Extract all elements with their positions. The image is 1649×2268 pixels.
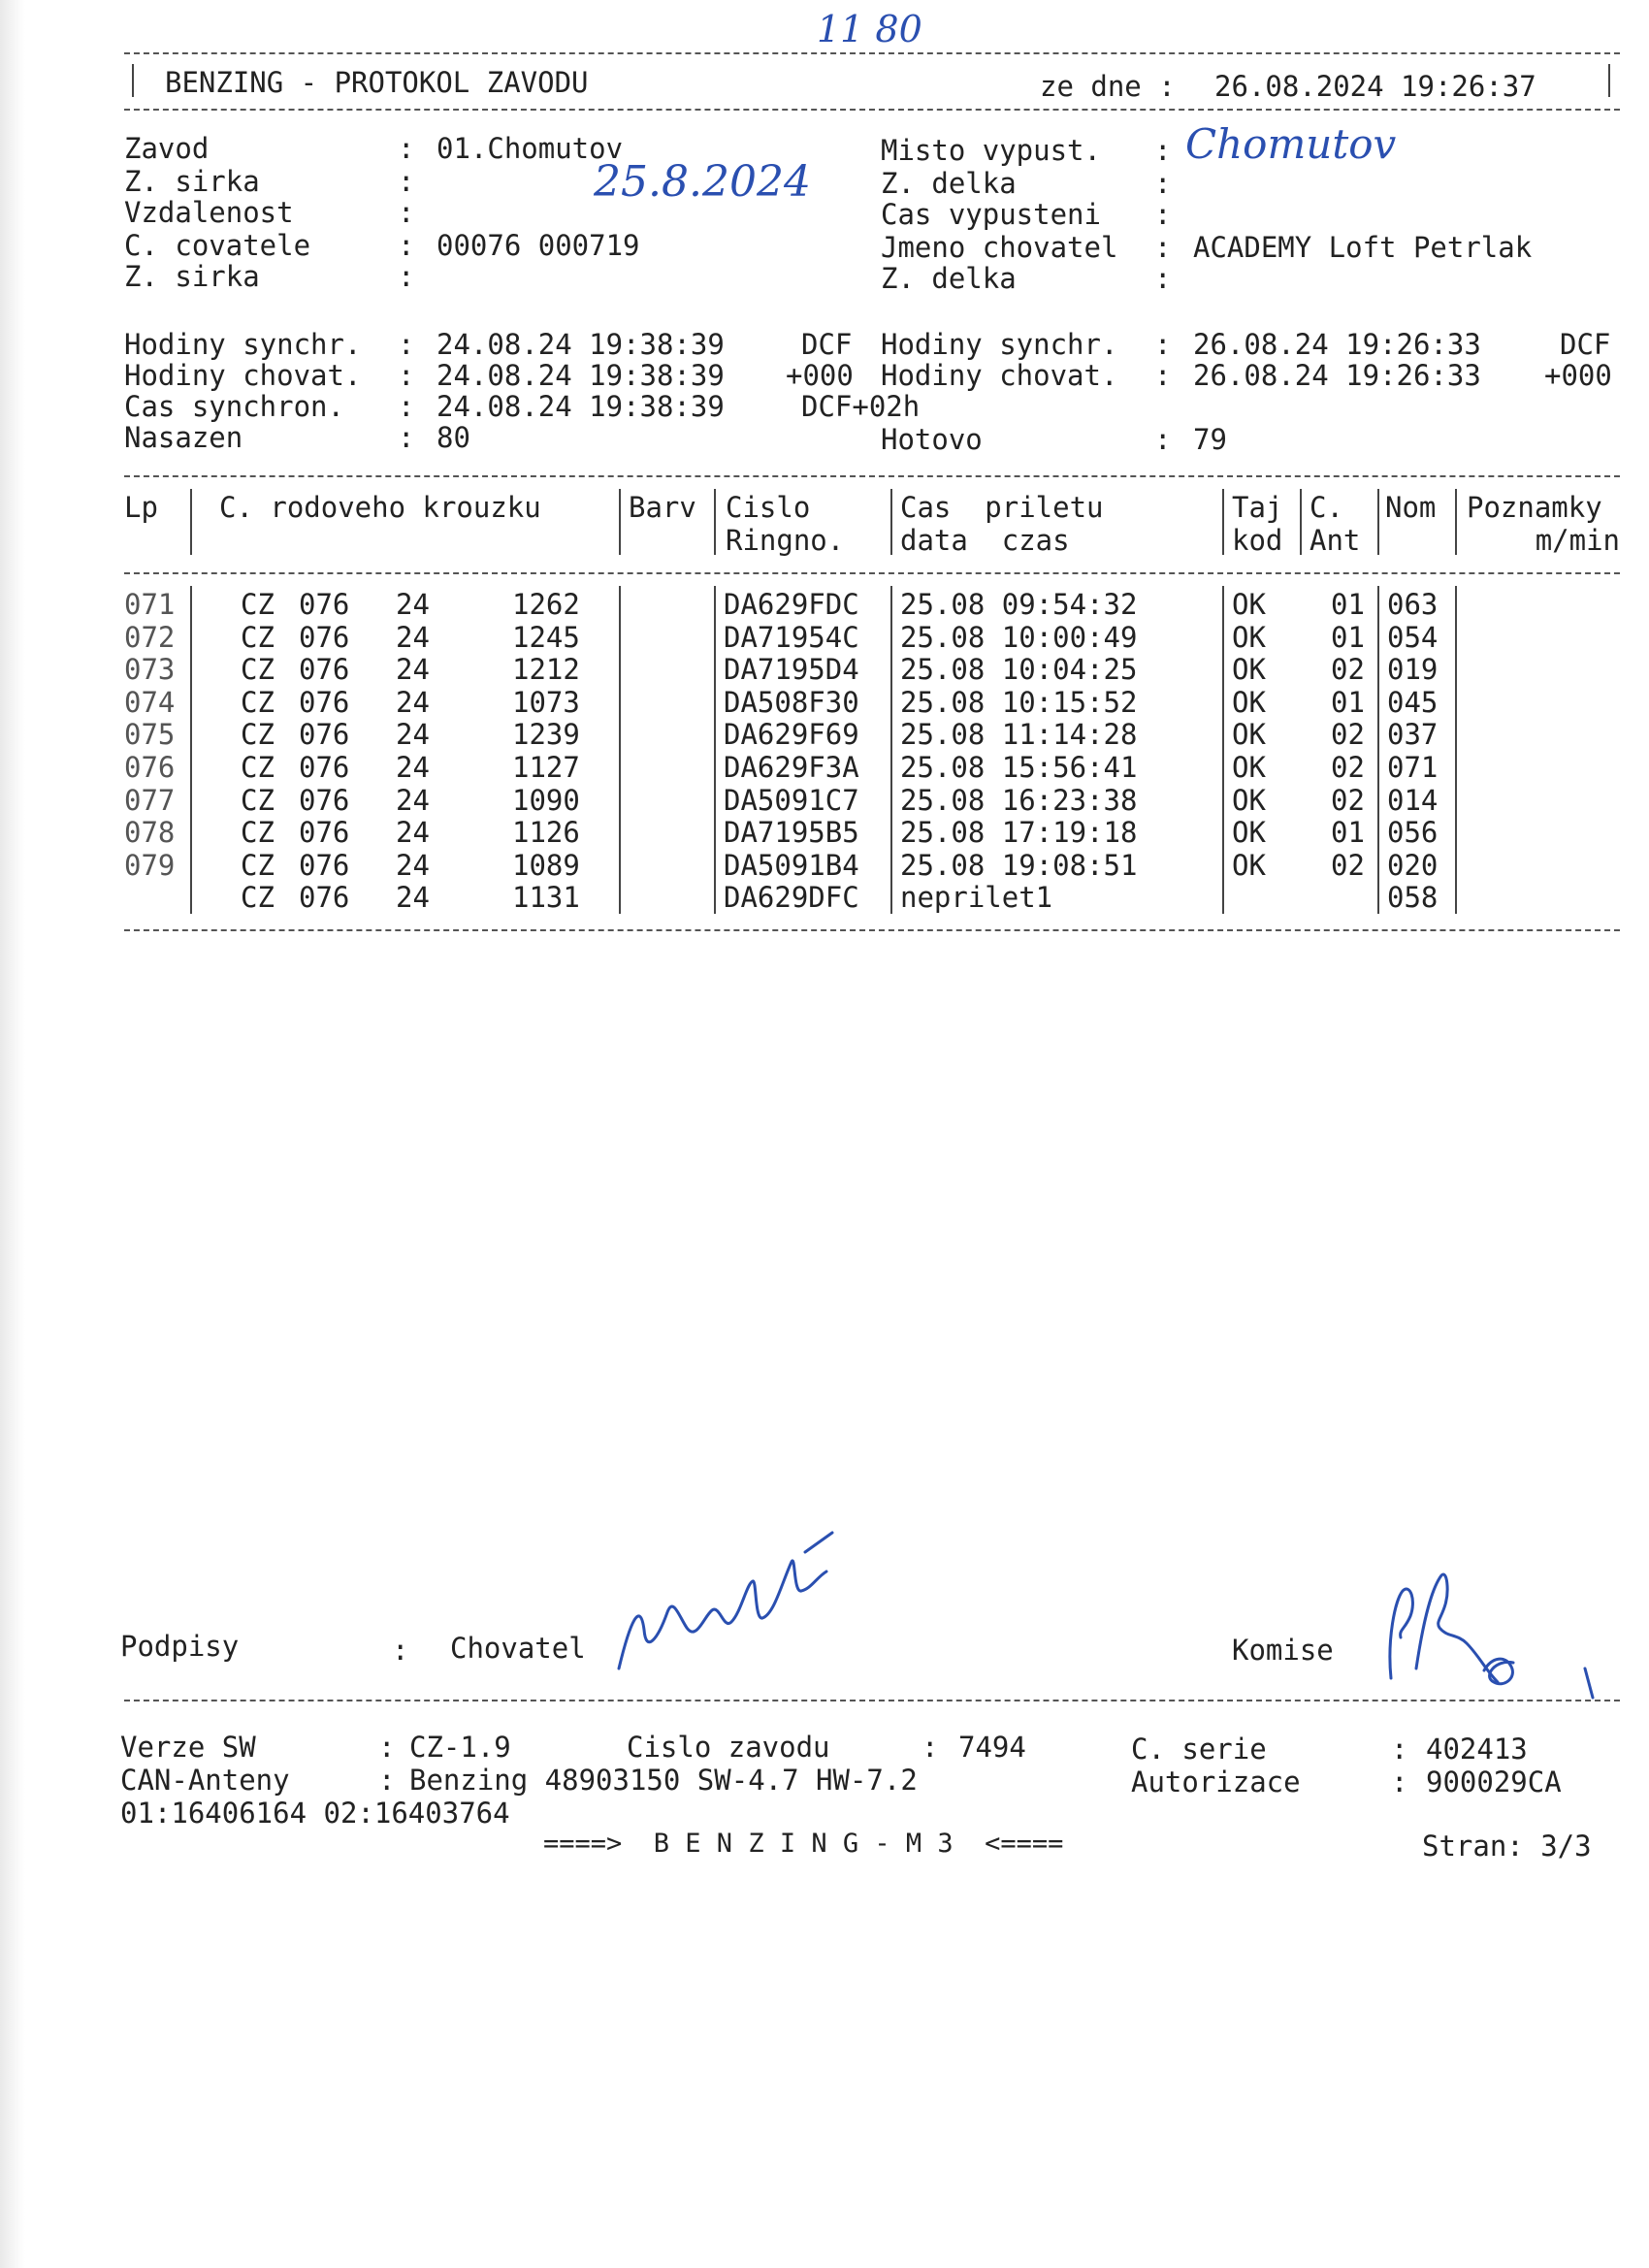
row-arrival: 25.08 10:04:25 [900, 653, 1138, 686]
row-code: OK [1232, 849, 1266, 882]
row-chip: DA7195B5 [724, 816, 859, 849]
footer-colon: : [378, 1731, 396, 1764]
row-nom: 045 [1387, 686, 1439, 719]
row-country: CZ [241, 751, 275, 784]
footer-colon: : [1391, 1766, 1408, 1798]
header-poznamky: Poznamky [1467, 491, 1602, 524]
breeder-signature [611, 1523, 844, 1678]
row-nom: 071 [1387, 751, 1439, 784]
row-year: 24 [396, 816, 430, 849]
header-separator [1455, 489, 1457, 555]
auth-label: Autorizace [1131, 1766, 1301, 1798]
sw-version-label: Verze SW [120, 1731, 256, 1764]
header-ring: C. rodoveho krouzku [219, 491, 541, 524]
row-year: 24 [396, 621, 430, 654]
row-arrival: 25.08 19:08:51 [900, 849, 1138, 882]
row-antenna: 01 [1331, 686, 1365, 719]
row-antenna: 01 [1331, 816, 1365, 849]
row-chip: DA629DFC [724, 881, 859, 914]
row-chip: DA5091B4 [724, 849, 859, 882]
row-antenna: 01 [1331, 621, 1365, 654]
antenna-label: CAN-Anteny [120, 1764, 290, 1797]
header-cas: Cas priletu [900, 491, 1104, 524]
row-ring-number: 1131 [512, 881, 580, 914]
row-year: 24 [396, 718, 430, 751]
row-ring-number: 1212 [512, 653, 580, 686]
header-taj: Taj [1232, 491, 1283, 524]
auth-value: 900029CA [1426, 1766, 1562, 1798]
title-left-bar [132, 64, 134, 97]
row-arrival: neprilet1 [900, 881, 1053, 914]
handwritten-number: 11 80 [817, 8, 922, 50]
sync-suffix: DCF+02h [801, 390, 921, 423]
report-datetime: 26.08.2024 19:26:37 [1214, 70, 1536, 103]
body-separator [190, 586, 192, 914]
footer-colon: : [922, 1731, 939, 1764]
row-country: CZ [241, 621, 275, 654]
row-antenna: 02 [1331, 849, 1365, 882]
row-code: OK [1232, 653, 1266, 686]
row-code: OK [1232, 588, 1266, 621]
sync-colon: : [1154, 328, 1172, 361]
antenna-ids: 01:16406164 02:16403764 [120, 1797, 510, 1830]
commission-signature-label: Komise [1232, 1634, 1334, 1667]
scan-edge [0, 0, 25, 2268]
row-arrival: 25.08 11:14:28 [900, 718, 1138, 751]
row-chip: DA7195D4 [724, 653, 859, 686]
sw-version-value: CZ-1.9 [409, 1731, 511, 1764]
row-org: 076 [299, 881, 350, 914]
row-nom: 020 [1387, 849, 1439, 882]
race-number-value: 7494 [958, 1731, 1026, 1764]
row-nom: 019 [1387, 653, 1439, 686]
info-label: Z. delka [881, 262, 1017, 295]
sync-suffix: DCF [801, 328, 853, 361]
footer-colon: : [1391, 1733, 1408, 1766]
header-separator [714, 489, 716, 555]
row-country: CZ [241, 686, 275, 719]
title-right-bar [1608, 64, 1610, 97]
sync-value: 24.08.24 19:38:39 [436, 359, 725, 392]
info-colon: : [1154, 134, 1172, 167]
info-label: Z. sirka [124, 165, 260, 198]
body-separator [1222, 586, 1224, 914]
sync-label: Cas synchron. [124, 390, 344, 423]
row-ring-number: 1127 [512, 751, 580, 784]
handwritten-release-place: Chomutov [1185, 120, 1397, 168]
row-arrival: 25.08 09:54:32 [900, 588, 1138, 621]
info-label: Zavod [124, 132, 210, 165]
body-separator [619, 586, 621, 914]
sync-colon: : [398, 359, 415, 392]
breeder-id: 00076 000719 [436, 229, 640, 262]
row-year: 24 [396, 881, 430, 914]
row-lp: 072 [124, 621, 176, 654]
row-ring-number: 1239 [512, 718, 580, 751]
sync-colon: : [398, 421, 415, 454]
row-year: 24 [396, 686, 430, 719]
row-org: 076 [299, 653, 350, 686]
row-chip: DA629F69 [724, 718, 859, 751]
row-antenna: 02 [1331, 653, 1365, 686]
sync-value: 26.08.24 19:26:33 [1193, 359, 1481, 392]
header-c: C. [1310, 491, 1343, 524]
race-number-label: Cislo zavodu [627, 1731, 830, 1764]
row-lp: 077 [124, 784, 176, 817]
row-code: OK [1232, 621, 1266, 654]
header-separator [1377, 489, 1379, 555]
info-label: Jmeno chovatel [881, 231, 1118, 264]
row-country: CZ [241, 881, 275, 914]
device-name: ====> B E N Z I N G - M 3 <==== [543, 1829, 1064, 1859]
header-lp: Lp [124, 491, 158, 524]
row-ring-number: 1090 [512, 784, 580, 817]
row-chip: DA629F3A [724, 751, 859, 784]
header-separator [619, 489, 621, 555]
protocol-title: BENZING - PROTOKOL ZAVODU [165, 66, 589, 99]
info-colon: : [1154, 167, 1172, 200]
info-colon: : [398, 165, 415, 198]
row-lp: 075 [124, 718, 176, 751]
info-colon: : [1154, 231, 1172, 264]
row-ring-number: 1245 [512, 621, 580, 654]
info-label: Z. sirka [124, 260, 260, 293]
info-colon: : [398, 196, 415, 229]
row-code: OK [1232, 718, 1266, 751]
header-separator [890, 489, 892, 555]
row-country: CZ [241, 816, 275, 849]
handwritten-date: 25.8.2024 [594, 157, 811, 207]
row-code: OK [1232, 751, 1266, 784]
sync-label: Nasazen [124, 421, 243, 454]
row-org: 076 [299, 849, 350, 882]
row-org: 076 [299, 686, 350, 719]
title-top-rule [124, 52, 1620, 54]
header-separator [1300, 489, 1302, 555]
row-code: OK [1232, 784, 1266, 817]
sync-suffix: +000 [786, 359, 854, 392]
sync-label: Hodiny synchr. [881, 328, 1118, 361]
row-nom: 054 [1387, 621, 1439, 654]
row-nom: 058 [1387, 881, 1439, 914]
table-header-rule [124, 572, 1620, 574]
row-ring-number: 1262 [512, 588, 580, 621]
row-arrival: 25.08 17:19:18 [900, 816, 1138, 849]
header-nom: Nom [1385, 491, 1437, 524]
row-year: 24 [396, 784, 430, 817]
signatures-colon: : [392, 1634, 409, 1667]
header-ant: Ant [1310, 524, 1361, 557]
row-country: CZ [241, 718, 275, 751]
row-chip: DA71954C [724, 621, 859, 654]
row-antenna: 02 [1331, 751, 1365, 784]
sync-label: Hotovo [881, 423, 983, 456]
info-colon: : [1154, 198, 1172, 231]
row-antenna: 02 [1331, 718, 1365, 751]
header-cislo: Cislo [726, 491, 811, 524]
header-data-czas: data czas [900, 524, 1070, 557]
header-mmin: m/min [1535, 524, 1620, 557]
row-year: 24 [396, 653, 430, 686]
row-lp: 071 [124, 588, 176, 621]
info-colon: : [398, 260, 415, 293]
row-ring-number: 1089 [512, 849, 580, 882]
sync-suffix: DCF [1560, 328, 1611, 361]
info-colon: : [398, 229, 415, 262]
body-separator [890, 586, 892, 914]
row-nom: 056 [1387, 816, 1439, 849]
row-org: 076 [299, 751, 350, 784]
row-code: OK [1232, 816, 1266, 849]
row-country: CZ [241, 653, 275, 686]
row-lp: 078 [124, 816, 176, 849]
row-arrival: 25.08 15:56:41 [900, 751, 1138, 784]
row-country: CZ [241, 588, 275, 621]
body-separator [1377, 586, 1379, 914]
table-top-rule [124, 475, 1620, 477]
sync-value: 24.08.24 19:38:39 [436, 390, 725, 423]
row-org: 076 [299, 588, 350, 621]
header-separator [1222, 489, 1224, 555]
row-lp: 079 [124, 849, 176, 882]
title-bottom-rule [124, 109, 1620, 111]
breeder-name: ACADEMY Loft Petrlak [1193, 231, 1533, 264]
row-antenna: 02 [1331, 784, 1365, 817]
footer-top-rule [124, 1700, 1620, 1701]
commission-signature [1377, 1562, 1610, 1717]
series-label: C. serie [1131, 1733, 1267, 1766]
row-org: 076 [299, 784, 350, 817]
header-barv: Barv [629, 491, 696, 524]
row-lp: 073 [124, 653, 176, 686]
footer-colon: : [378, 1764, 396, 1797]
row-year: 24 [396, 588, 430, 621]
table-bottom-rule [124, 929, 1620, 931]
row-org: 076 [299, 816, 350, 849]
row-chip: DA5091C7 [724, 784, 859, 817]
series-value: 402413 [1426, 1733, 1528, 1766]
sync-label: Hodiny chovat. [124, 359, 362, 392]
row-ring-number: 1073 [512, 686, 580, 719]
birds-completed: 79 [1193, 423, 1227, 456]
info-label: C. covatele [124, 229, 311, 262]
sync-colon: : [1154, 359, 1172, 392]
info-label: Cas vypusteni [881, 198, 1101, 231]
row-country: CZ [241, 849, 275, 882]
sync-value: 26.08.24 19:26:33 [1193, 328, 1481, 361]
row-nom: 014 [1387, 784, 1439, 817]
sync-colon: : [1154, 423, 1172, 456]
row-country: CZ [241, 784, 275, 817]
info-colon: : [398, 132, 415, 165]
row-lp: 076 [124, 751, 176, 784]
info-label: Vzdalenost [124, 196, 294, 229]
body-separator [1455, 586, 1457, 914]
row-chip: DA629FDC [724, 588, 859, 621]
body-separator [714, 586, 716, 914]
info-colon: : [1154, 262, 1172, 295]
info-label: Z. delka [881, 167, 1017, 200]
row-nom: 037 [1387, 718, 1439, 751]
row-org: 076 [299, 718, 350, 751]
row-chip: DA508F30 [724, 686, 859, 719]
row-arrival: 25.08 16:23:38 [900, 784, 1138, 817]
header-kod: kod [1232, 524, 1283, 557]
race-name: 01.Chomutov [436, 132, 624, 165]
row-code: OK [1232, 686, 1266, 719]
header-ringno: Ringno. [726, 524, 845, 557]
row-lp: 074 [124, 686, 176, 719]
row-year: 24 [396, 751, 430, 784]
sync-value: 24.08.24 19:38:39 [436, 328, 725, 361]
row-year: 24 [396, 849, 430, 882]
signatures-label: Podpisy [120, 1630, 240, 1663]
sync-label: Hodiny synchr. [124, 328, 362, 361]
sync-colon: : [398, 328, 415, 361]
row-arrival: 25.08 10:00:49 [900, 621, 1138, 654]
breeder-signature-label: Chovatel [450, 1632, 586, 1665]
date-label: ze dne : [1040, 70, 1176, 103]
row-org: 076 [299, 621, 350, 654]
row-antenna: 01 [1331, 588, 1365, 621]
sync-colon: : [398, 390, 415, 423]
info-label: Misto vypust. [881, 134, 1101, 167]
birds-basketed: 80 [436, 421, 470, 454]
row-ring-number: 1126 [512, 816, 580, 849]
row-arrival: 25.08 10:15:52 [900, 686, 1138, 719]
sync-suffix: +000 [1544, 359, 1612, 392]
row-nom: 063 [1387, 588, 1439, 621]
antenna-value: Benzing 48903150 SW-4.7 HW-7.2 [409, 1764, 918, 1797]
page-number: Stran: 3/3 [1422, 1830, 1592, 1863]
header-separator [190, 489, 192, 555]
sync-label: Hodiny chovat. [881, 359, 1118, 392]
